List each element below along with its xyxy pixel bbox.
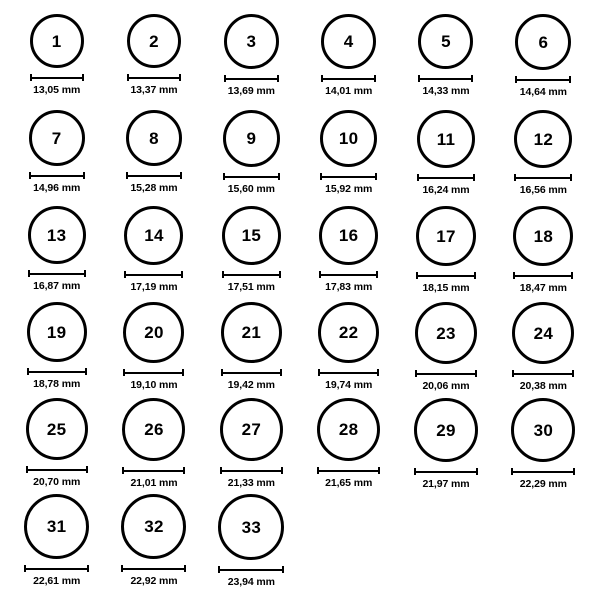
ring-circle <box>126 110 182 166</box>
ring-size-number: 23 <box>436 323 456 343</box>
ring-size-number: 17 <box>436 226 456 246</box>
ring-diameter-label: 19,10 mm <box>130 379 178 391</box>
ring-size-grid <box>8 14 592 590</box>
ring-circle <box>512 302 574 364</box>
ring-diameter-label: 15,60 mm <box>227 183 275 195</box>
caliper-icon <box>514 174 572 181</box>
ring-size-cell <box>300 302 397 398</box>
ring-size-cell <box>495 398 592 494</box>
ring-diameter-measure <box>415 370 477 392</box>
ring-circle <box>127 14 181 68</box>
ring-diameter-measure <box>513 272 573 294</box>
caliper-icon <box>27 368 87 375</box>
ring-circle <box>223 110 280 167</box>
caliper-icon <box>224 75 279 82</box>
ring-circle <box>515 14 571 70</box>
ring-diameter-measure <box>317 467 380 489</box>
ring-diameter-measure <box>122 467 185 489</box>
ring-size-number: 31 <box>46 517 67 536</box>
caliper-icon <box>123 369 184 376</box>
caliper-icon <box>318 369 379 376</box>
ring-size-cell <box>8 206 105 302</box>
ring-circle <box>30 14 84 68</box>
ring-size-number: 11 <box>436 129 456 149</box>
ring-size-number: 25 <box>46 419 67 439</box>
ring-diameter-measure <box>319 271 378 293</box>
ring-size-number: 19 <box>46 322 67 342</box>
ring-diameter-measure <box>321 75 376 97</box>
ring-size-cell <box>397 14 494 110</box>
ring-size-cell <box>203 110 300 206</box>
ring-size-cell <box>397 302 494 398</box>
ring-diameter-label: 14,01 mm <box>325 85 373 97</box>
caliper-icon <box>24 565 89 572</box>
caliper-icon <box>26 466 88 473</box>
ring-size-number: 29 <box>436 420 456 440</box>
caliper-icon <box>127 74 181 81</box>
ring-diameter-label: 18,15 mm <box>422 282 470 294</box>
ring-size-number: 2 <box>149 31 159 51</box>
caliper-icon <box>418 75 473 82</box>
ring-size-cell <box>105 398 202 494</box>
caliper-icon <box>319 271 378 278</box>
ring-size-number: 21 <box>241 323 262 342</box>
ring-circle <box>224 14 279 69</box>
ring-size-number: 7 <box>51 128 62 148</box>
ring-diameter-label: 13,05 mm <box>33 84 81 96</box>
ring-diameter-measure <box>124 271 183 293</box>
ring-circle <box>319 206 378 265</box>
ring-diameter-label: 16,56 mm <box>519 184 567 196</box>
caliper-icon <box>218 566 284 573</box>
ring-diameter-label: 18,47 mm <box>519 282 567 294</box>
ring-diameter-label: 15,92 mm <box>325 183 373 195</box>
ring-circle <box>417 110 475 168</box>
ring-diameter-label: 15,28 mm <box>130 182 178 194</box>
ring-size-number: 10 <box>338 129 359 148</box>
ring-size-number: 13 <box>46 225 67 245</box>
ring-diameter-label: 16,87 mm <box>33 280 81 292</box>
ring-diameter-measure <box>30 74 84 96</box>
ring-size-number: 4 <box>343 32 354 51</box>
caliper-icon <box>222 271 281 278</box>
ring-size-cell <box>105 14 202 110</box>
ring-size-cell <box>105 494 202 590</box>
ring-size-number: 27 <box>241 420 262 439</box>
ring-diameter-label: 20,70 mm <box>33 476 81 488</box>
ring-size-cell <box>8 398 105 494</box>
caliper-icon <box>317 467 380 474</box>
ring-circle <box>511 398 575 462</box>
ring-size-cell <box>300 14 397 110</box>
ring-size-cell <box>203 494 300 590</box>
caliper-icon <box>416 272 476 279</box>
ring-size-cell <box>8 302 105 398</box>
caliper-icon <box>124 271 183 278</box>
ring-circle <box>414 398 478 462</box>
ring-circle <box>218 494 284 560</box>
caliper-icon <box>511 468 575 475</box>
ring-size-cell <box>300 110 397 206</box>
ring-size-number: 3 <box>246 32 257 51</box>
ring-diameter-label: 23,94 mm <box>227 576 275 588</box>
ring-circle <box>320 110 377 167</box>
ring-size-number: 16 <box>338 226 359 245</box>
ring-diameter-measure <box>318 369 379 391</box>
caliper-icon <box>414 468 478 475</box>
caliper-icon <box>220 467 283 474</box>
ring-size-number: 18 <box>533 226 554 246</box>
ring-diameter-measure <box>514 174 572 196</box>
ring-diameter-measure <box>24 565 89 587</box>
caliper-icon <box>221 369 282 376</box>
ring-size-number: 26 <box>144 420 164 439</box>
ring-circle <box>220 398 283 461</box>
ring-size-number: 6 <box>538 32 549 52</box>
ring-circle <box>317 398 380 461</box>
ring-size-cell <box>300 398 397 494</box>
ring-size-cell <box>203 302 300 398</box>
ring-diameter-measure <box>123 369 184 391</box>
ring-diameter-measure <box>221 369 282 391</box>
ring-size-number: 9 <box>246 129 257 148</box>
ring-diameter-measure <box>27 368 87 390</box>
ring-circle <box>514 110 572 168</box>
ring-size-cell <box>8 110 105 206</box>
ring-diameter-label: 14,64 mm <box>519 86 567 98</box>
ring-circle <box>513 206 573 266</box>
ring-diameter-measure <box>222 271 281 293</box>
ring-diameter-measure <box>511 468 575 490</box>
ring-diameter-label: 14,96 mm <box>33 182 81 194</box>
ring-size-number: 8 <box>149 128 159 148</box>
ring-size-number: 5 <box>441 32 451 51</box>
ring-size-cell <box>300 206 397 302</box>
ring-diameter-label: 21,01 mm <box>130 477 178 489</box>
caliper-icon <box>320 173 377 180</box>
caliper-icon <box>513 272 573 279</box>
ring-diameter-label: 21,97 mm <box>422 478 470 490</box>
ring-circle <box>321 14 376 69</box>
ring-circle <box>418 14 473 69</box>
ring-circle <box>123 302 184 363</box>
caliper-icon <box>30 74 84 81</box>
ring-size-number: 22 <box>338 323 359 342</box>
ring-size-number: 1 <box>51 31 62 51</box>
ring-diameter-label: 17,51 mm <box>227 281 275 293</box>
ring-size-cell <box>397 206 494 302</box>
ring-size-cell <box>8 14 105 110</box>
ring-size-cell <box>495 14 592 110</box>
ring-size-cell <box>203 14 300 110</box>
ring-diameter-label: 22,61 mm <box>33 575 81 587</box>
ring-diameter-label: 13,69 mm <box>227 85 275 97</box>
ring-diameter-measure <box>26 466 88 488</box>
ring-diameter-measure <box>121 565 186 587</box>
ring-size-number: 33 <box>241 517 262 537</box>
caliper-icon <box>28 270 86 277</box>
ring-size-number: 28 <box>338 420 359 439</box>
ring-size-cell <box>8 494 105 590</box>
ring-size-number: 15 <box>241 226 262 245</box>
caliper-icon <box>121 565 186 572</box>
ring-diameter-measure <box>126 172 182 194</box>
ring-diameter-measure <box>127 74 181 96</box>
ring-diameter-label: 22,92 mm <box>130 575 178 587</box>
ring-size-cell <box>397 110 494 206</box>
ring-circle <box>415 302 477 364</box>
ring-diameter-label: 17,19 mm <box>130 281 178 293</box>
ring-diameter-label: 20,38 mm <box>519 380 567 392</box>
ring-size-cell <box>203 398 300 494</box>
caliper-icon <box>415 370 477 377</box>
ring-diameter-measure <box>417 174 475 196</box>
ring-diameter-label: 19,74 mm <box>325 379 373 391</box>
ring-size-cell <box>397 398 494 494</box>
ring-circle <box>318 302 379 363</box>
caliper-icon <box>122 467 185 474</box>
ring-size-number: 14 <box>144 226 164 245</box>
ring-diameter-label: 17,83 mm <box>325 281 373 293</box>
ring-circle <box>24 494 89 559</box>
ring-circle <box>28 206 86 264</box>
ring-diameter-measure <box>515 76 571 98</box>
caliper-icon <box>126 172 182 179</box>
ring-size-number: 20 <box>144 323 164 342</box>
caliper-icon <box>321 75 376 82</box>
ring-circle <box>121 494 186 559</box>
ring-diameter-label: 13,37 mm <box>130 84 178 96</box>
caliper-icon <box>417 174 475 181</box>
caliper-icon <box>515 76 571 83</box>
ring-diameter-label: 16,24 mm <box>422 184 470 196</box>
ring-diameter-label: 21,33 mm <box>227 477 275 489</box>
ring-diameter-measure <box>320 173 377 195</box>
ring-size-cell <box>495 302 592 398</box>
ring-circle <box>122 398 185 461</box>
ring-circle <box>29 110 85 166</box>
ring-size-cell <box>105 206 202 302</box>
ring-circle <box>27 302 87 362</box>
ring-diameter-label: 22,29 mm <box>519 478 567 490</box>
ring-diameter-label: 20,06 mm <box>422 380 470 392</box>
ring-diameter-measure <box>28 270 86 292</box>
ring-diameter-measure <box>512 370 574 392</box>
ring-diameter-measure <box>218 566 284 588</box>
ring-diameter-measure <box>416 272 476 294</box>
ring-size-number: 12 <box>533 129 554 149</box>
ring-size-cell <box>203 206 300 302</box>
ring-circle <box>26 398 88 460</box>
caliper-icon <box>29 172 85 179</box>
ring-diameter-label: 21,65 mm <box>325 477 373 489</box>
ring-diameter-measure <box>29 172 85 194</box>
ring-diameter-measure <box>220 467 283 489</box>
ring-diameter-label: 14,33 mm <box>422 85 470 97</box>
ring-diameter-label: 19,42 mm <box>227 379 275 391</box>
ring-diameter-label: 18,78 mm <box>33 378 81 390</box>
ring-size-cell <box>495 110 592 206</box>
ring-size-number: 32 <box>144 517 164 536</box>
ring-size-cell <box>105 110 202 206</box>
ring-circle <box>222 206 281 265</box>
ring-size-cell <box>105 302 202 398</box>
ring-diameter-measure <box>223 173 280 195</box>
ring-diameter-measure <box>414 468 478 490</box>
ring-diameter-measure <box>418 75 473 97</box>
ring-diameter-measure <box>224 75 279 97</box>
ring-circle <box>124 206 183 265</box>
ring-size-number: 30 <box>533 420 554 440</box>
caliper-icon <box>223 173 280 180</box>
caliper-icon <box>512 370 574 377</box>
ring-size-cell <box>495 206 592 302</box>
ring-size-number: 24 <box>533 323 554 343</box>
ring-circle <box>416 206 476 266</box>
ring-circle <box>221 302 282 363</box>
